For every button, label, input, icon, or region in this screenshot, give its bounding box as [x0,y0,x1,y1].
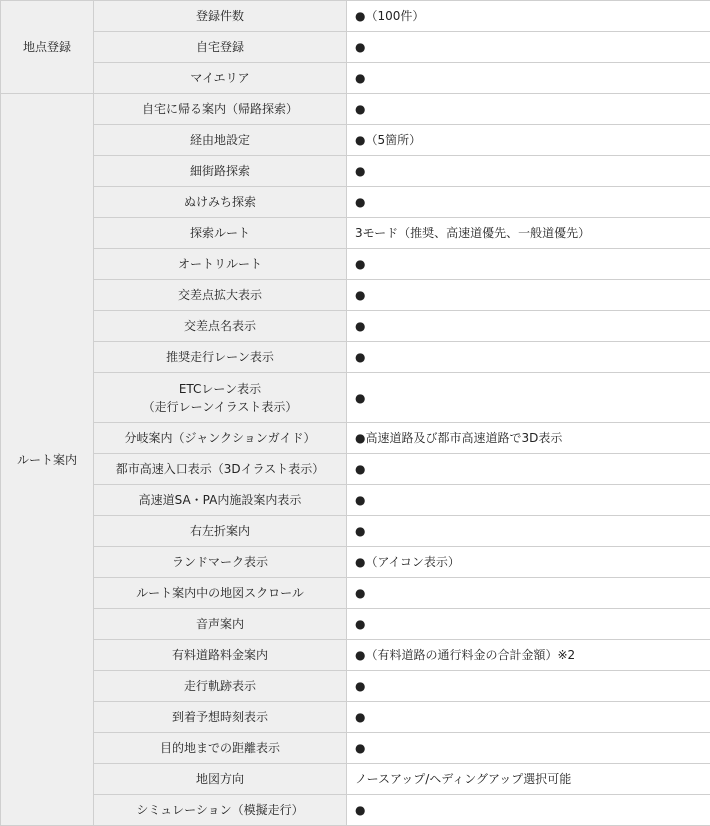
value-cell: ● [347,249,710,280]
value-cell: ● [347,671,710,702]
feature-cell [94,32,347,63]
feature-cell [94,516,347,547]
feature-cell [94,218,347,249]
feature-label: 地図方向 [102,770,338,788]
value-cell: ●（有料道路の通行料金の合計金額）※2 [347,640,710,671]
feature-label: 目的地までの距離表示 [102,739,338,757]
value-cell: ● [347,578,710,609]
feature-label: ランドマーク表示 [102,553,338,571]
feature-label: マイエリア [102,69,338,87]
value-cell: ノースアップ/ヘディングアップ選択可能 [347,764,710,795]
table-row [1,249,710,280]
table-row [1,671,710,702]
feature-label: 音声案内 [102,615,338,633]
feature-label: ルート案内中の地図スクロール [102,584,338,602]
value-cell: ● [347,187,710,218]
value-cell: ● [347,280,710,311]
value-cell: ●（100件） [347,1,710,32]
value-cell: ● [347,795,710,826]
table-row [1,373,710,423]
table-row [1,578,710,609]
table-row [1,187,710,218]
feature-cell [94,249,347,280]
table-row [1,485,710,516]
feature-label: 交差点拡大表示 [102,286,338,304]
table-row [1,547,710,578]
feature-label: 右左折案内 [102,522,338,540]
feature-label: 走行軌跡表示 [102,677,338,695]
feature-cell [94,454,347,485]
value-cell: ●（アイコン表示） [347,547,710,578]
feature-label: ぬけみち探索 [102,193,338,211]
feature-cell [94,640,347,671]
value-cell: ● [347,454,710,485]
feature-cell [94,547,347,578]
table-row [1,733,710,764]
feature-label: 有料道路料金案内 [102,646,338,664]
feature-label: 都市高速入口表示（3Dイラスト表示） [102,460,338,478]
feature-label: 到着予想時刻表示 [102,708,338,726]
category-cell: ルート案内 [1,94,94,826]
value-cell: ● [347,63,710,94]
feature-cell [94,63,347,94]
value-cell: ● [347,733,710,764]
table-row [1,609,710,640]
table-row [1,311,710,342]
value-cell: ● [347,609,710,640]
feature-label: 高速道SA・PA内施設案内表示 [102,491,338,509]
table-row [1,423,710,454]
table-row [1,640,710,671]
spec-table-body [1,1,710,826]
feature-label: 交差点名表示 [102,317,338,335]
table-row [1,94,710,125]
value-cell: ● [347,311,710,342]
table-row [1,454,710,485]
feature-cell [94,733,347,764]
feature-cell [94,94,347,125]
feature-cell [94,578,347,609]
value-cell: ● [347,94,710,125]
table-row [1,1,710,32]
feature-label: 細街路探索 [102,162,338,180]
table-row [1,795,710,826]
feature-label: ETCレーン表示 [102,380,338,398]
feature-cell [94,125,347,156]
table-row [1,218,710,249]
table-row [1,156,710,187]
table-row [1,63,710,94]
feature-label: 探索ルート [102,224,338,242]
table-row [1,342,710,373]
table-row [1,32,710,63]
feature-cell [94,485,347,516]
feature-label: 分岐案内（ジャンクションガイド） [102,429,338,447]
value-cell: 3モード（推奨、高速道優先、一般道優先） [347,218,710,249]
feature-cell [94,423,347,454]
feature-cell [94,280,347,311]
category-cell: 地点登録 [1,1,94,94]
feature-cell [94,311,347,342]
value-cell: ● [347,516,710,547]
feature-cell [94,764,347,795]
table-row [1,125,710,156]
feature-cell [94,156,347,187]
value-cell: ● [347,373,710,423]
value-cell: ●（5箇所） [347,125,710,156]
value-cell: ● [347,156,710,187]
table-row [1,764,710,795]
feature-label: （走行レーンイラスト表示） [102,398,338,416]
feature-label: シミュレーション（模擬走行） [102,801,338,819]
feature-cell [94,187,347,218]
feature-cell [94,702,347,733]
value-cell: ● [347,485,710,516]
feature-cell [94,1,347,32]
feature-cell [94,795,347,826]
value-cell: ●高速道路及び都市高速道路で3D表示 [347,423,710,454]
value-cell: ● [347,32,710,63]
feature-label: オートリルート [102,255,338,273]
feature-label: 自宅登録 [102,38,338,56]
table-row [1,516,710,547]
feature-cell [94,609,347,640]
feature-label: 登録件数 [102,7,338,25]
feature-label: 経由地設定 [102,131,338,149]
table-row [1,280,710,311]
feature-cell [94,671,347,702]
feature-label: 推奨走行レーン表示 [102,348,338,366]
table-row [1,702,710,733]
value-cell: ● [347,702,710,733]
feature-label: 自宅に帰る案内（帰路探索） [102,100,338,118]
value-cell: ● [347,342,710,373]
feature-cell [94,373,347,423]
feature-cell [94,342,347,373]
